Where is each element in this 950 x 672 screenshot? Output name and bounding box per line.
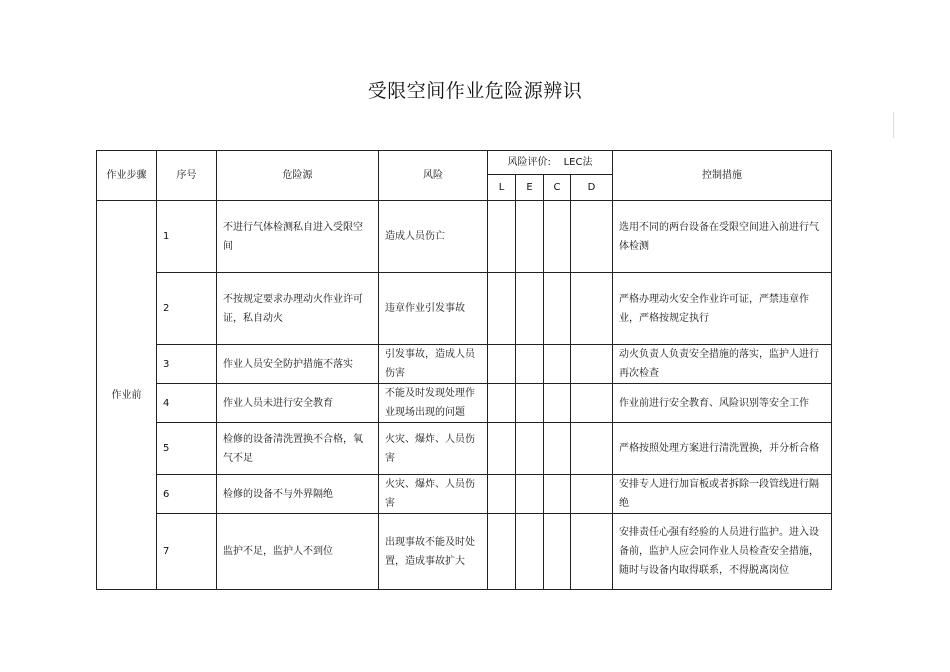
- header-C: C: [544, 175, 571, 201]
- c-cell: [544, 514, 571, 590]
- e-cell: [516, 384, 544, 423]
- header-hazard: 危险源: [217, 151, 379, 201]
- control-cell: 动火负责人负责安全措施的落实，监护人进行再次检查: [613, 345, 832, 384]
- seq-cell: 4: [157, 384, 217, 423]
- header-evaluation: 风险评价: LEC法: [488, 151, 613, 175]
- l-cell: [488, 384, 516, 423]
- l-cell: [488, 423, 516, 475]
- c-cell: [544, 201, 571, 273]
- step-cell: 作业前: [97, 201, 157, 590]
- hazard-cell: 不按规定要求办理动火作业许可证，私自动火: [217, 273, 379, 345]
- e-cell: [516, 201, 544, 273]
- risk-cell: 违章作业引发事故: [379, 273, 488, 345]
- hazard-cell: 作业人员安全防护措施不落实: [217, 345, 379, 384]
- risk-cell: 不能及时发现处理作业现场出现的问题: [379, 384, 488, 423]
- d-cell: [571, 514, 613, 590]
- seq-cell: 7: [157, 514, 217, 590]
- d-cell: [571, 201, 613, 273]
- hazard-cell: 检修的设备不与外界隔绝: [217, 475, 379, 514]
- risk-cell: 引发事故，造成人员伤害: [379, 345, 488, 384]
- risk-cell: 火灾、爆炸、人员伤害: [379, 475, 488, 514]
- d-cell: [571, 423, 613, 475]
- risk-cell: 火灾、爆炸、人员伤害: [379, 423, 488, 475]
- e-cell: [516, 475, 544, 514]
- document-title: 受限空间作业危险源辨识: [367, 80, 583, 102]
- c-cell: [544, 423, 571, 475]
- l-cell: [488, 475, 516, 514]
- header-risk: 风险: [379, 151, 488, 201]
- header-control: 控制措施: [613, 151, 832, 201]
- header-step: 作业步骤: [97, 151, 157, 201]
- d-cell: [571, 345, 613, 384]
- e-cell: [516, 273, 544, 345]
- hazard-cell: 作业人员未进行安全教育: [217, 384, 379, 423]
- header-seq: 序号: [157, 151, 217, 201]
- table-row: [97, 514, 832, 590]
- control-cell: 安排责任心强有经验的人员进行监护。进入设备前，监护人应会同作业人员检查安全措施，随时与设备内取得联系，不得脱离岗位: [613, 514, 832, 590]
- d-cell: [571, 273, 613, 345]
- seq-cell: 2: [157, 273, 217, 345]
- c-cell: [544, 345, 571, 384]
- control-cell: 严格办理动火安全作业许可证，严禁违章作业，严格按规定执行: [613, 273, 832, 345]
- table-row: [97, 475, 832, 514]
- seq-cell: 3: [157, 345, 217, 384]
- d-cell: [571, 384, 613, 423]
- control-cell: 作业前进行安全教育、风险识别等安全工作: [613, 384, 832, 423]
- seq-cell: 6: [157, 475, 217, 514]
- control-cell: 选用不同的两台设备在受限空间进入前进行气体检测: [613, 201, 832, 273]
- table-row: [97, 273, 832, 345]
- table-row: [97, 384, 832, 423]
- hazard-table: [96, 150, 832, 590]
- seq-cell: 1: [157, 201, 217, 273]
- e-cell: [516, 514, 544, 590]
- header-row-1: [97, 151, 832, 175]
- hazard-cell: 监护不足，监护人不到位: [217, 514, 379, 590]
- header-D: D: [571, 175, 613, 201]
- c-cell: [544, 384, 571, 423]
- e-cell: [516, 345, 544, 384]
- header-L: L: [488, 175, 516, 201]
- l-cell: [488, 201, 516, 273]
- table-row: [97, 423, 832, 475]
- hazard-cell: 不进行气体检测私自进入受限空间: [217, 201, 379, 273]
- l-cell: [488, 273, 516, 345]
- seq-cell: 5: [157, 423, 217, 475]
- c-cell: [544, 475, 571, 514]
- control-cell: 严格按照处理方案进行清洗置换，并分析合格: [613, 423, 832, 475]
- l-cell: [488, 514, 516, 590]
- hazard-cell: 检修的设备清洗置换不合格，氧气不足: [217, 423, 379, 475]
- table-row: [97, 201, 832, 273]
- table-row: [97, 345, 832, 384]
- c-cell: [544, 273, 571, 345]
- header-E: E: [516, 175, 544, 201]
- e-cell: [516, 423, 544, 475]
- l-cell: [488, 345, 516, 384]
- risk-cell: 造成人员伤亡: [379, 201, 488, 273]
- page-edge-mark: [893, 112, 894, 138]
- risk-cell: 出现事故不能及时处置，造成事故扩大: [379, 514, 488, 590]
- control-cell: 安排专人进行加盲板或者拆除一段管线进行隔绝: [613, 475, 832, 514]
- d-cell: [571, 475, 613, 514]
